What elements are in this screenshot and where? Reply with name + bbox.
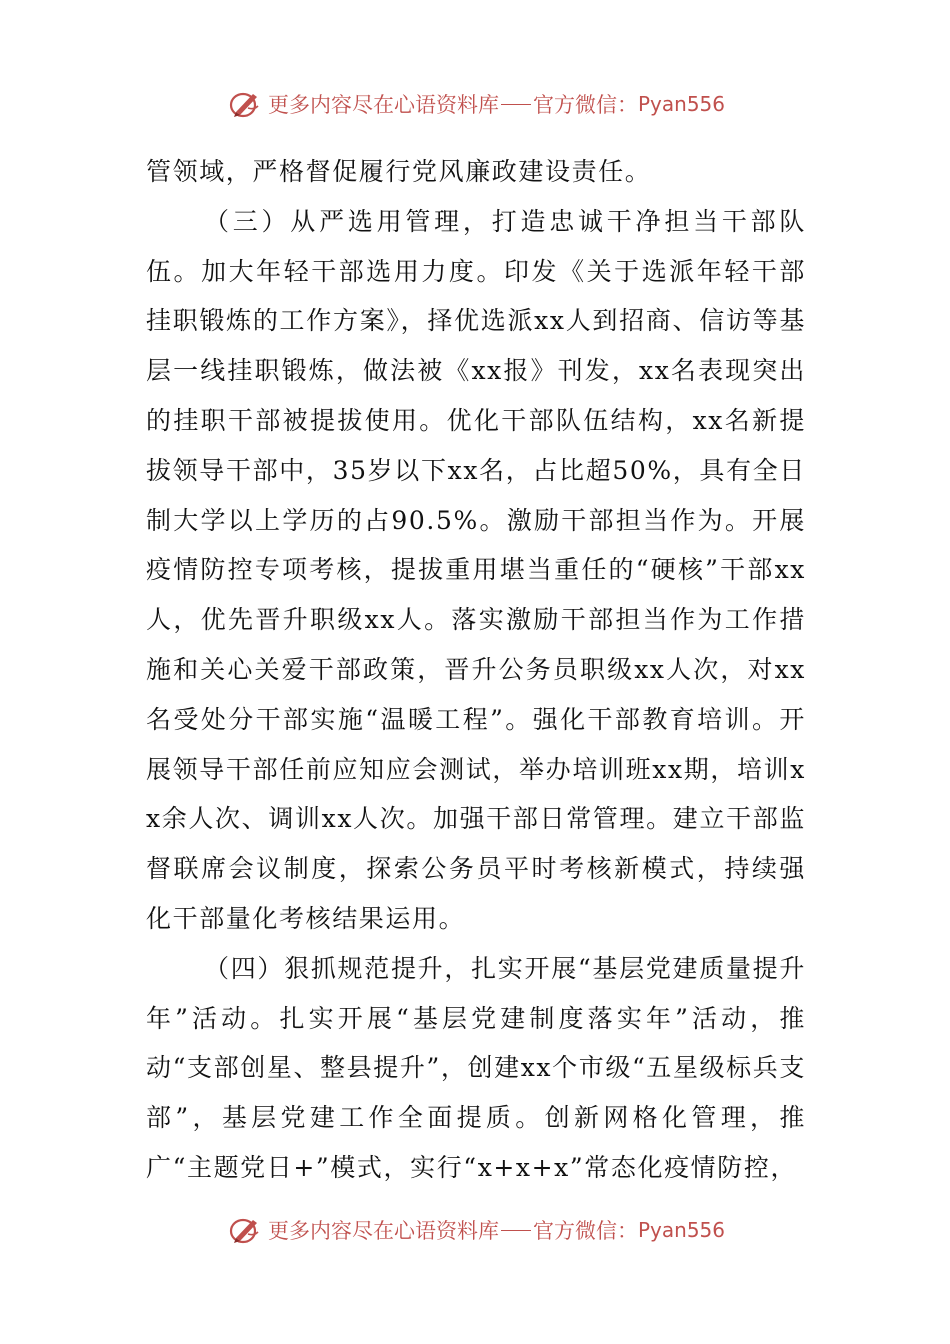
header-watermark (228, 84, 725, 124)
watermark-id: Pyan556 (638, 1218, 726, 1242)
paragraph-section-three: （三）从严选用管理，打造忠诚干净担当干部队伍。加大年轻干部选用力度。印发《关于选派年轻干部挂职锻炼的工作方案》，择优选派xx人到招商、信访等基层一线挂职锻炼，做法被《xx报》刊发，xx名表现突出的挂职干部被提拔使用。优化干部队伍结构，xx名新提拔领导干部中，35岁以下xx名，占比超50%，具有全日制大学以上学历的占90.5%。激励干部担当作为。开展疫情防控专项考核，提拔重用堪当重任的“硬核”干部xx人，优先晋升职级xx人。落实激励干部担当作为工作措施和关心关爱干部政策，晋升公务员职级xx人次，对xx名受处分干部实施“温暖工程”。强化干部教育培训。开展领导干部任前应知应会测试，举办培训班xx期，培训xx余人次、调训xx人次。加强干部日常管理。建立干部监督联席会议制度，探索公务员平时考核新模式，持续强化干部量化考核结果运用。 (146, 206, 806, 933)
watermark-dash (501, 1230, 531, 1231)
footer-watermark (228, 1210, 725, 1250)
watermark-prefix: 更多内容尽在心语资料库 (268, 1219, 499, 1243)
watermark-label: 官方微信： (533, 1219, 638, 1243)
pen-logo-icon (228, 86, 264, 122)
watermark-id: Pyan556 (638, 92, 726, 116)
watermark-prefix: 更多内容尽在心语资料库 (268, 93, 499, 117)
document-body (146, 147, 806, 1193)
watermark-dash (501, 104, 531, 105)
paragraph-continuation: 管领域，严格督促履行党风廉政建设责任。 (146, 157, 652, 186)
watermark-label: 官方微信： (533, 93, 638, 117)
pen-logo-icon (228, 1212, 264, 1248)
paragraph-section-four: （四）狠抓规范提升，扎实开展“基层党建质量提升年”活动。扎实开展“基层党建制度落实年”活动，推动“支部创星、整县提升”，创建xx个市级“五星级标兵支部”，基层党建工作全面提质。创新网格化管理，推广“主题党日+”模式，实行“x+x+x”常态化疫情防控， (146, 953, 806, 1182)
